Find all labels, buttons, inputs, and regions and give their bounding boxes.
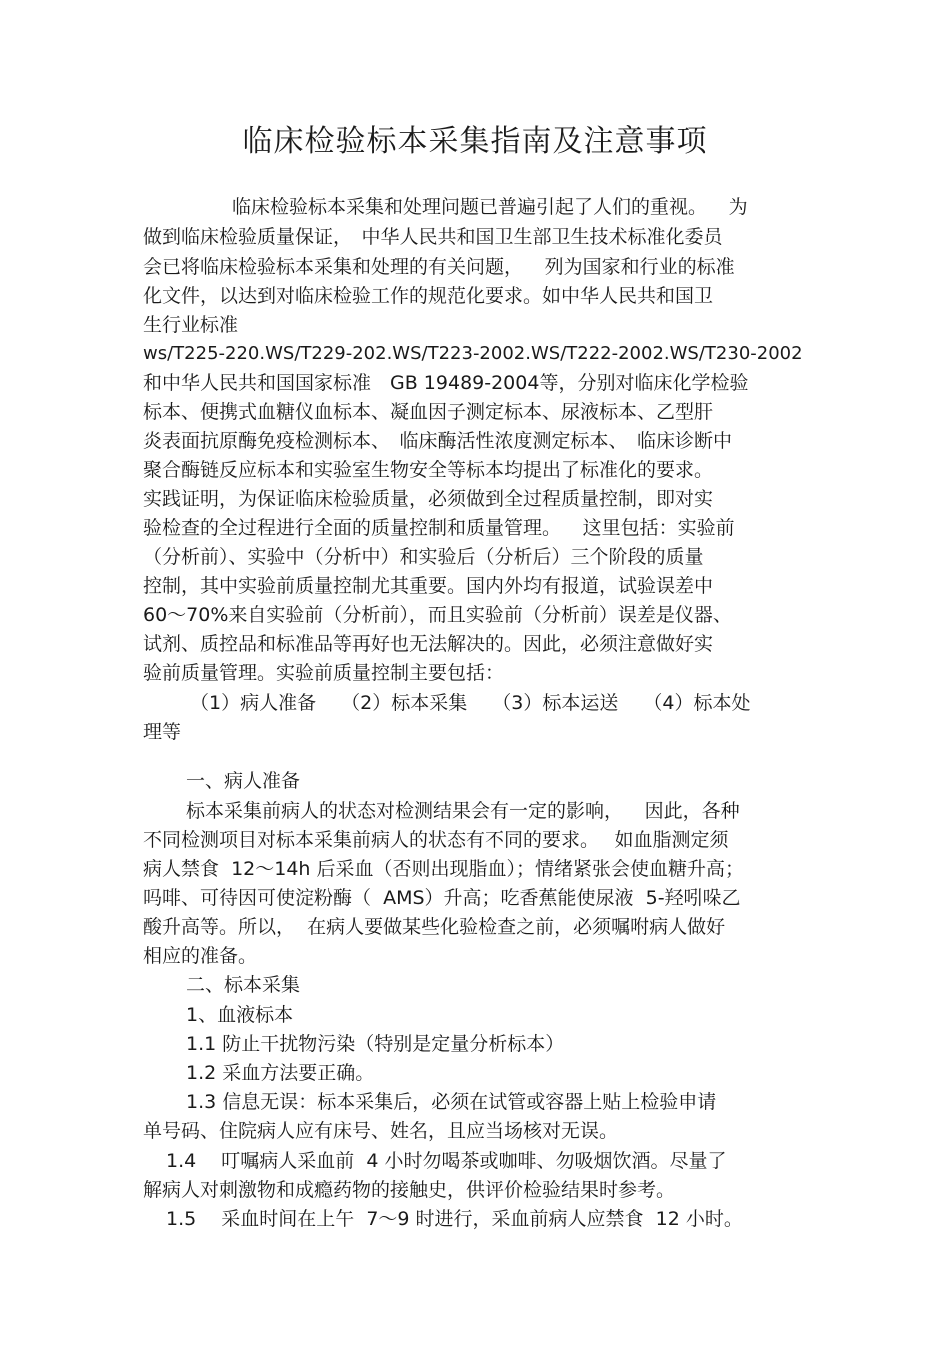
text-line: 60～70%来自实验前（分析前），而且实验前（分析前）误差是仪器、	[143, 604, 732, 626]
text-line: 病人禁食 12～14h 后采血（否则出现脂血）；情绪紧张会使血糖升高；	[143, 858, 745, 880]
text-line: 标本采集前病人的状态对检测结果会有一定的影响， 因此，各种	[186, 800, 740, 822]
list-item: 1.2 采血方法要正确。	[186, 1062, 375, 1084]
text-line: 单号码、住院病人应有床号、姓名，且应当场核对无误。	[143, 1120, 619, 1142]
text-line: 验前质量管理。实验前质量控制主要包括：	[143, 662, 505, 684]
text-line: 控制，其中实验前质量控制尤其重要。国内外均有报道，试验误差中	[143, 575, 714, 597]
page-title: 临床检验标本采集指南及注意事项	[242, 124, 708, 159]
section-heading: 二、标本采集	[186, 974, 301, 996]
text-line: （1）病人准备 （2）标本采集 （3）标本运送 （4）标本处	[190, 692, 751, 714]
text-line: 试剂、质控品和标准品等再好也无法解决的。因此，必须注意做好实	[143, 633, 714, 655]
text-line: 炎表面抗原酶免疫检测标本、 临床酶活性浓度测定标本、 临床诊断中	[143, 430, 733, 452]
subsection-heading: 1、血液标本	[186, 1004, 294, 1026]
text-line: 聚合酶链反应标本和实验室生物安全等标本均提出了标准化的要求。	[143, 459, 714, 481]
text-line: 临床检验标本采集和处理问题已普遍引起了人们的重视。 为	[232, 196, 748, 218]
list-item: 1.5 采血时间在上午 7～9 时进行，采血前病人应禁食 12 小时。	[166, 1208, 743, 1230]
text-line: 做到临床检验质量保证， 中华人民共和国卫生部卫生技术标准化委员	[143, 226, 723, 248]
text-line: 吗啡、可待因可使淀粉酶（ AMS）升高；吃香蕉能使尿液 5-羟吲哚乙	[143, 887, 741, 909]
list-item: 1.1 防止干扰物污染（特别是定量分析标本）	[186, 1033, 565, 1055]
text-line: 解病人对刺激物和成瘾药物的接触史，供评价检验结果时参考。	[143, 1179, 676, 1201]
text-line: 化文件，以达到对临床检验工作的规范化要求。如中华人民共和国卫	[143, 285, 714, 307]
text-line: 不同检测项目对标本采集前病人的状态有不同的要求。 如血脂测定须	[143, 829, 729, 851]
text-line: 标本、便携式血糖仪血标本、凝血因子测定标本、尿液标本、乙型肝	[143, 401, 714, 423]
text-line: 验检查的全过程进行全面的质量控制和质量管理。 这里包括：实验前	[143, 517, 735, 539]
section-heading: 一、病人准备	[186, 770, 301, 792]
text-line: 实践证明，为保证临床检验质量，必须做到全过程质量控制，即对实	[143, 488, 714, 510]
text-line: 生行业标准	[143, 314, 239, 336]
list-item: 1.4 叮嘱病人采血前 4 小时勿喝茶或咖啡、勿吸烟饮酒。尽量了	[166, 1150, 727, 1172]
text-line: （分析前）、实验中（分析中）和实验后（分析后）三个阶段的质量	[143, 546, 704, 568]
list-item: 1.3 信息无误：标本采集后，必须在试管或容器上贴上检验申请	[186, 1091, 717, 1113]
text-line: 和中华人民共和国国家标准 GB 19489-2004等，分别对临床化学检验	[143, 372, 749, 394]
text-line: 理等	[143, 721, 182, 743]
text-line: 会已将临床检验标本采集和处理的有关问题， 列为国家和行业的标准	[143, 256, 735, 278]
text-line: 酸升高等。所以， 在病人要做某些化验检查之前，必须嘱咐病人做好	[143, 916, 726, 938]
text-line: 相应的准备。	[143, 945, 258, 967]
text-line: ws/T225-220.WS/T229-202.WS/T223-2002.WS/T222-2002.WS/T230-2002	[143, 343, 803, 364]
